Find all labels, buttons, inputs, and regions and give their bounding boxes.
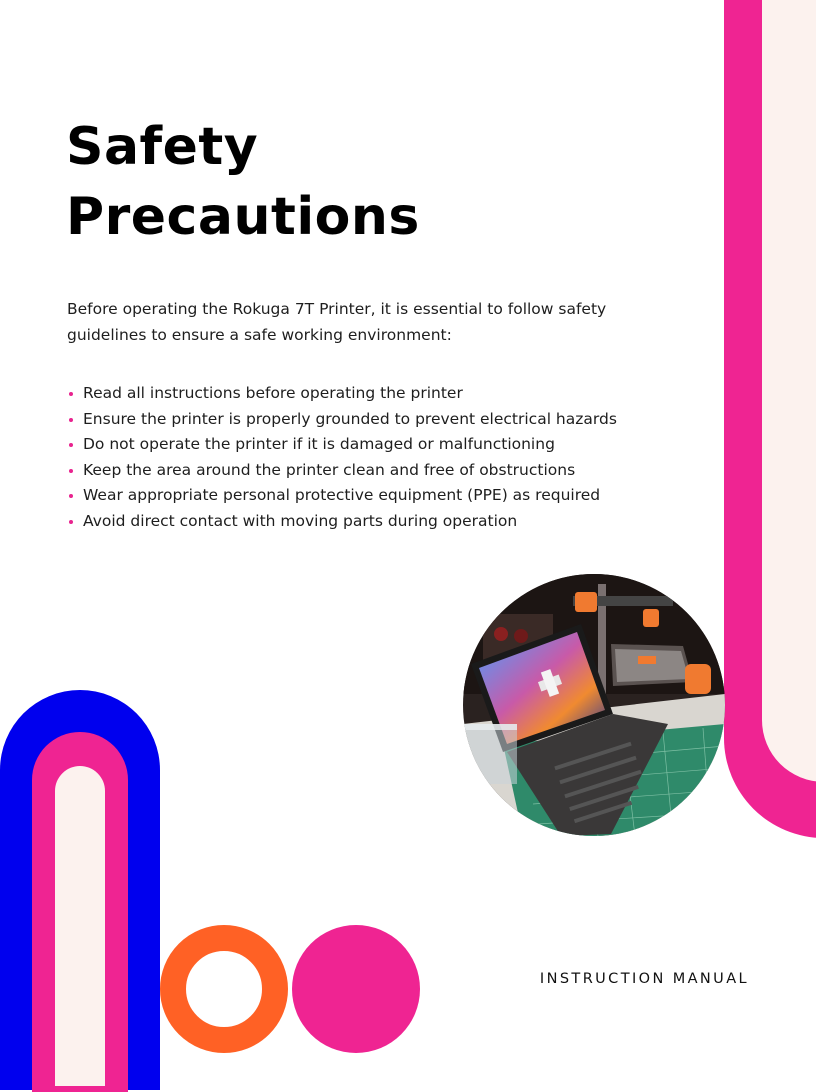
list-item — [67, 483, 617, 509]
list-item — [67, 432, 617, 458]
bullet-icon — [69, 392, 73, 396]
decorative-right-arc — [724, 0, 816, 838]
bullet-icon — [69, 469, 73, 473]
decorative-cream-arch — [55, 766, 105, 1086]
list-item — [67, 381, 617, 407]
list-item-text: Wear appropriate personal protective equipment (PPE) as required — [83, 486, 601, 505]
decorative-right-arc-inner — [762, 0, 816, 782]
list-item-text: Keep the area around the printer clean and free of obstructions — [83, 460, 576, 479]
page-title — [66, 112, 420, 252]
bullet-icon — [69, 520, 73, 524]
list-item — [67, 509, 617, 535]
list-item-text: Read all instructions before operating the printer — [83, 384, 463, 402]
bullet-icon — [69, 494, 73, 498]
intro-paragraph: Before operating the Rokuga 7T Printer, it is essential to follow safety guidelines to ensure a safe working environment: — [67, 300, 607, 344]
decorative-pink-circle — [292, 925, 420, 1053]
list-item — [67, 407, 617, 433]
list-item-text: Do not operate the printer if it is damaged or malfunctioning — [83, 435, 555, 454]
list-item — [67, 458, 617, 484]
safety-list — [67, 381, 617, 535]
page-title-line-2: Precautions — [66, 187, 420, 247]
footer-label: INSTRUCTION MANUAL — [539, 971, 749, 987]
printer-photo — [463, 574, 725, 836]
decorative-orange-ring — [160, 925, 288, 1053]
page-title-line-1: Safety — [66, 117, 259, 177]
list-item-text: Ensure the printer is properly grounded to prevent electrical hazards — [83, 409, 617, 428]
printer-photo-illustration — [463, 574, 725, 836]
bullet-icon — [69, 443, 73, 447]
list-item-text: Avoid direct contact with moving parts during operation — [83, 511, 518, 530]
bullet-icon — [69, 418, 73, 422]
